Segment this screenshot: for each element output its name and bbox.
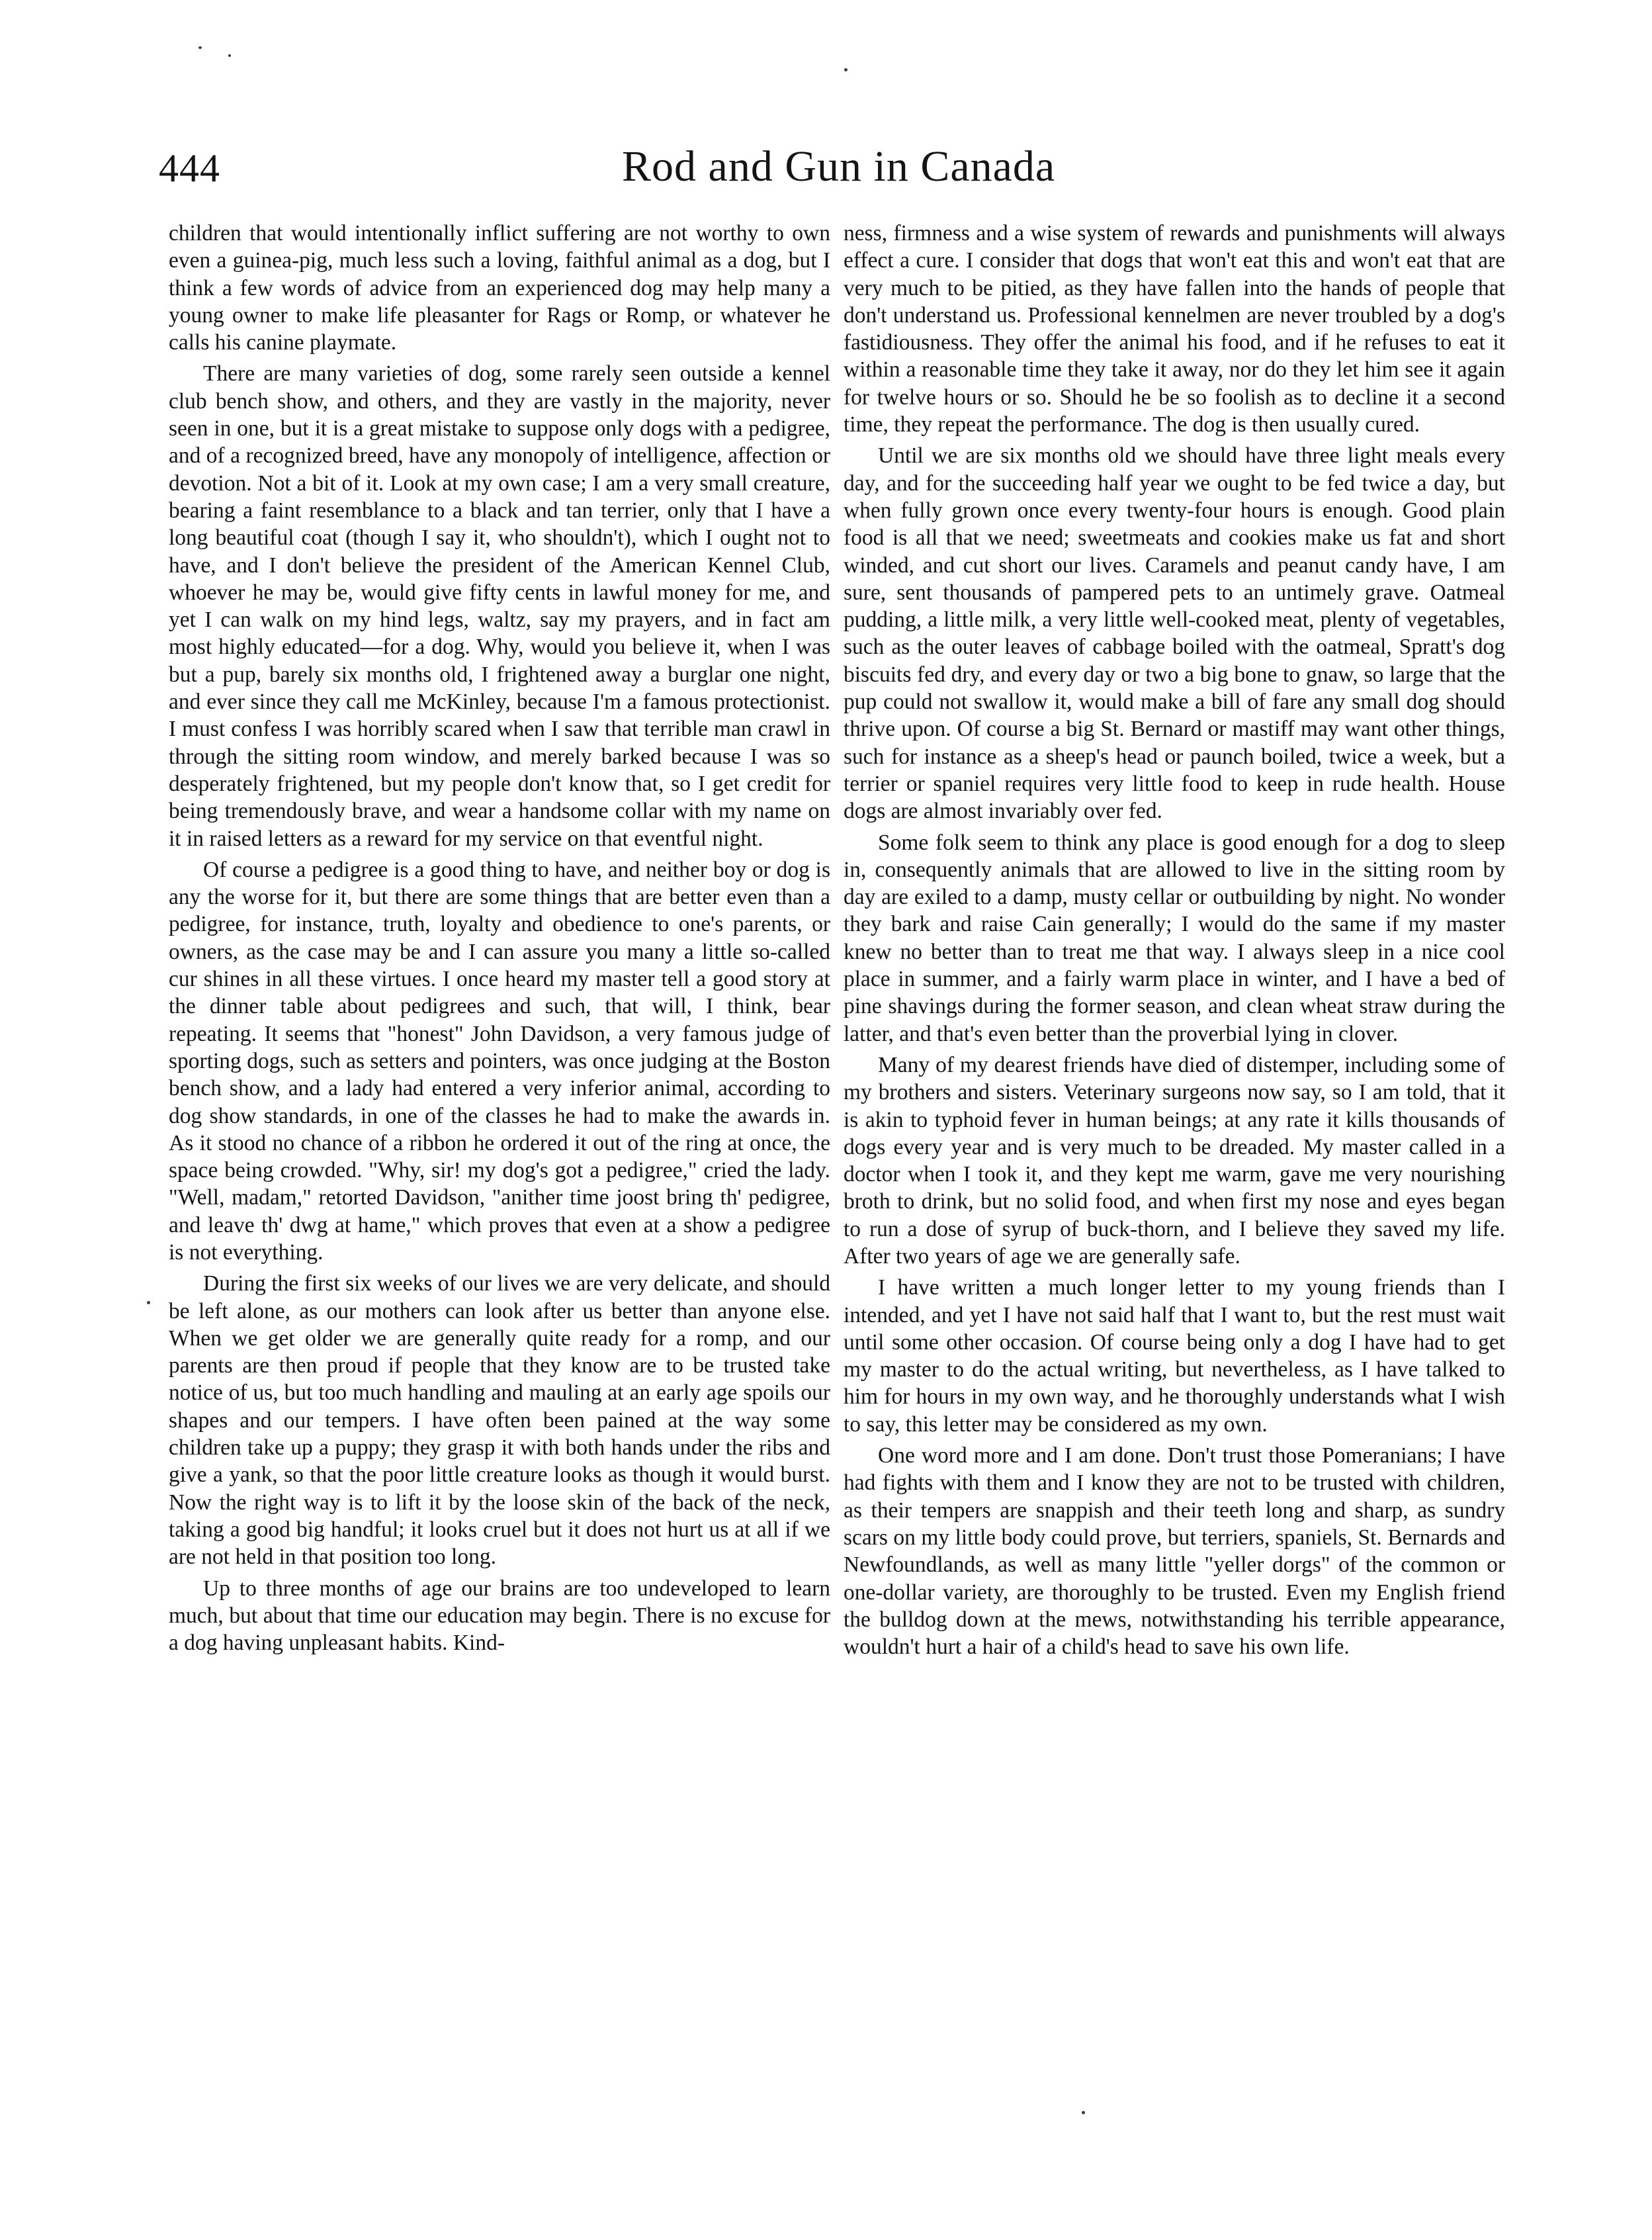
ink-speck (844, 68, 848, 71)
ink-speck (1082, 2111, 1085, 2114)
right-column (844, 220, 1505, 1660)
paragraph: One word more and I am done. Don't trust those Pomeranians; I have had fights with them and I know they are not to be trusted with children, as their tempers are snappish and their teeth long and sharp, as sundry scars on my little body could prove, but terriers, spaniels, St. Bernards and Newfoundlands, as well as many little "yeller dorgs" of the common or one-dollar variety, are thoroughly to be trusted. Even my English friend the bulldog down at the mews, notwithstanding his terrible appearance, wouldn't hurt a hair of a child's head to save his own life. (844, 1443, 1505, 1660)
ink-speck (198, 46, 202, 49)
paragraph: ness, firmness and a wise system of rewards and punishments will always effect a cure. I consider that dogs that won't eat this and won't eat that are very much to be pitied, as they have fallen into the hands of people that don't understand us. Professional kennelmen are never troubled by a dog's fastidiousness. They offer the animal his food, and if he refuses to eat it within a reasonable time they take it away, nor do they let him see it again for twelve hours or so. Should he be so foolish as to decline it a second time, they repeat the performance. The dog is then usually cured. (844, 221, 1505, 437)
page-number: 444 (159, 146, 220, 190)
paragraph: Some folk seem to think any place is good enough for a dog to sleep in, consequently animals that are allowed to live in the sitting room by day are exiled to a damp, musty cellar or outbuilding by night. No wonder they bark and raise Cain generally; I would do the same if my master knew no better than to treat me that way. I always sleep in a nice cool place in summer, and a fairly warm place in winter, and I have a bed of pine shavings during the former season, and clean wheat straw during the latter, and that's even better than the proverbial lying in clover. (844, 830, 1505, 1046)
paragraph: children that would intentionally inflict suffering are not worthy to own even a guinea-pig, much less such a loving, faithful animal as a dog, but I think a few words of advice from an experienced dog may help many a young owner to make life pleasanter for Rags or Romp, or whatever he calls his canine playmate. (169, 221, 830, 355)
ink-speck (147, 1301, 150, 1304)
paragraph: Many of my dearest friends have died of distemper, including some of my brothers and sisters. Veterinary surgeons now say, so I am told, that it is akin to typhoid fever in human beings; at any rate it kills thousands of dogs every year and is very much to be dreaded. My master called in a doctor when I took it, and they kept me warm, gave me very nourishing broth to drink, but no solid food, and when first my nose and eyes began to run a dose of syrup of buck-thorn, and I believe they saved my life. After two years of age we are generally safe. (844, 1052, 1505, 1269)
paragraph: Up to three months of age our brains are too undeveloped to learn much, but about that time our education may begin. There is no excuse for a dog having unpleasant habits. Kind- (169, 1576, 830, 1656)
running-title: Rod and Gun in Canada (622, 142, 1056, 191)
left-column (169, 220, 830, 1656)
paragraph: Of course a pedigree is a good thing to have, and neither boy or dog is any the worse for it, but there are some things that are better even than a pedigree, for instance, truth, loyalty and obedience to one's parents, or owners, as the case may be and I can assure you many a little so-called cur shines in all these virtues. I once heard my master tell a good story at the dinner table about pedigrees and such, that will, I think, bear repeating. It seems that "honest" John Davidson, a very famous judge of sporting dogs, such as setters and pointers, was once judging at the Boston bench show, and a lady had entered a very inferior animal, according to dog show standards, in one of the classes he had to make the awards in. As it stood no chance of a ribbon he ordered it out of the ring at once, the space being crowded. "Why, sir! my dog's got a pedigree," cried the lady. "Well, madam," retorted Davidson, "anither time joost bring th' pedigree, and leave th' dwg at hame," which proves that even at a show a pedigree is not everything. (169, 857, 830, 1265)
paragraph: During the first six weeks of our lives we are very delicate, and should be left alone, as our mothers can look after us better than anyone else. When we get older we are generally quite ready for a romp, and our parents are then proud if people that they know are to be trusted take notice of us, but too much handling and mauling at an early age spoils our shapes and our tempers. I have often been pained at the way some children take up a puppy; they grasp it with both hands under the ribs and give a yank, so that the poor little creature looks as though it would burst. Now the right way is to lift it by the loose skin of the back of the neck, taking a good big handful; it looks cruel but it does not hurt us at all if we are not held in that position too long. (169, 1271, 830, 1570)
paragraph: I have written a much longer letter to my young friends than I intended, and yet I have not said half that I want to, but the rest must wait until some other occasion. Of course being only a dog I have had to get my master to do the actual writing, but nevertheless, as I have talked to him for hours in my own way, and he thoroughly understands what I wish to say, this letter may be considered as my own. (844, 1275, 1505, 1437)
ink-speck (228, 54, 231, 57)
paragraph: Until we are six months old we should have three light meals every day, and for the succeeding half year we ought to be fed twice a day, but when fully grown once every twenty-four hours is enough. Good plain food is all that we need; sweetmeats and cookies make us fat and short winded, and cut short our lives. Caramels and peanut candy have, I am sure, sent thousands of pampered pets to an untimely grave. Oatmeal pudding, a little milk, a very little well-cooked meat, plenty of vegetables, such as the outer leaves of cabbage boiled with the oatmeal, Spratt's dog biscuits fed dry, and every day or two a big bone to gnaw, so large that the pup could not swallow it, would make a bill of fare any small dog should thrive upon. Of course a big St. Bernard or mastiff may want other things, such for instance as a sheep's head or paunch boiled, twice a week, but a terrier or spaniel requires very little food to keep in rude health. House dogs are almost invariably over fed. (844, 443, 1505, 824)
paragraph: There are many varieties of dog, some rarely seen outside a kennel club bench show, and others, and they are vastly in the majority, never seen in one, but it is a great mistake to suppose only dogs with a pedigree, and of a recognized breed, have any monopoly of intelligence, affection or devotion. Not a bit of it. Look at my own case; I am a very small creature, bearing a faint resemblance to a black and tan terrier, only that I have a long beautiful coat (though I say it, who shouldn't), which I ought not to have, and I don't believe the president of the American Kennel Club, whoever he may be, would give fifty cents in lawful money for me, and yet I can walk on my hind legs, waltz, say my prayers, and in fact am most highly educated—for a dog. Why, would you believe it, when I was but a pup, barely six months old, I frightened away a burglar one night, and ever since they call me McKinley, because I'm a famous protectionist. I must confess I was horribly scared when I saw that terrible man crawl in through the sitting room window, and merely barked because I was so desperately frightened, but my people don't know that, so I get credit for being tremendously brave, and wear a handsome collar with my name on it in raised letters as a reward for my service on that eventful night. (169, 361, 830, 851)
